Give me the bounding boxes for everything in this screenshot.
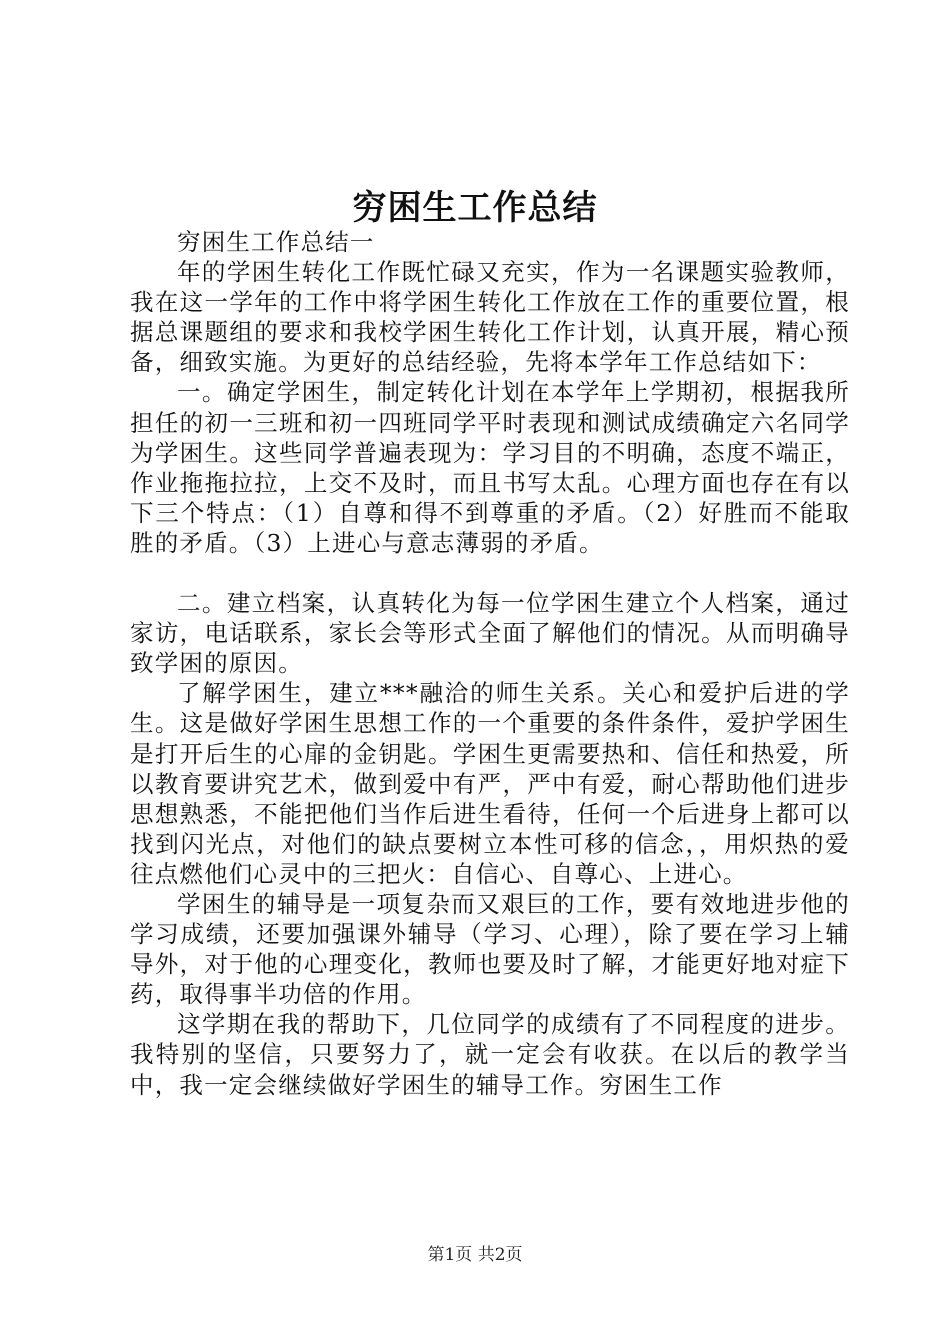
section-heading: 穷困生工作总结一 (177, 228, 375, 256)
body-paragraph: 学困生的辅导是一项复杂而又艰巨的工作，要有效地进步他的学习成绩，还要加强课外辅导（学习、心理），除了要在学习上辅导外，对于他的心理变化，教师也要及时了解，才能更好地对症下药，取得事半功倍的作用。 (130, 889, 850, 1009)
document-title: 穷困生工作总结 (352, 188, 598, 228)
body-paragraph: 年的学困生转化工作既忙碌又充实，作为一名课题实验教师，我在这一学年的工作中将学困生转化工作放在工作的重要位置，根据总课题组的要求和我校学困生转化工作计划，认真开展，精心预备，细致实施。为更好的总结经验，先将本学年工作总结如下： (130, 258, 850, 377)
page-number: 第1页 共2页 (427, 1245, 523, 1265)
body-paragraph: 了解学困生，建立***融洽的师生关系。关心和爱护后进的学生。这是做好学困生思想工作的一个重要的条件条件，爱护学困生是打开后生的心扉的金钥匙。学困生更需要热和、信任和热爱，所以教育要讲究艺术，做到爱中有严，严中有爱，耐心帮助他们进步思想熟悉，不能把他们当作后进生看待，任何一个后进身上都可以找到闪光点，对他们的缺点要树立本性可移的信念，，用炽热的爱往点燃他们心灵中的三把火：自信心、自尊心、上进心。 (130, 679, 850, 888)
document-body (130, 227, 850, 1100)
body-paragraph: 二。建立档案，认真转化为每一位学困生建立个人档案，通过家访，电话联系，家长会等形式全面了解他们的情况。从而明确导致学困的原因。 (130, 589, 850, 678)
body-paragraph: 一。确定学困生，制定转化计划在本学年上学期初，根据我所担任的初一三班和初一四班同学平时表现和测试成绩确定六名同学为学困生。这些同学普遍表现为：学习目的不明确，态度不端正，作业拖拖拉拉，上交不及时，而且书写太乱。心理方面也存在有以下三个特点：（1）自尊和得不到尊重的矛盾。（2）好胜而不能取胜的矛盾。（3）上进心与意志薄弱的矛盾。 (130, 378, 850, 557)
body-paragraph: 这学期在我的帮助下，几位同学的成绩有了不同程度的进步。我特别的坚信，只要努力了，就一定会有收获。在以后的教学当中，我一定会继续做好学困生的辅导工作。穷困生工作 (130, 1010, 850, 1099)
